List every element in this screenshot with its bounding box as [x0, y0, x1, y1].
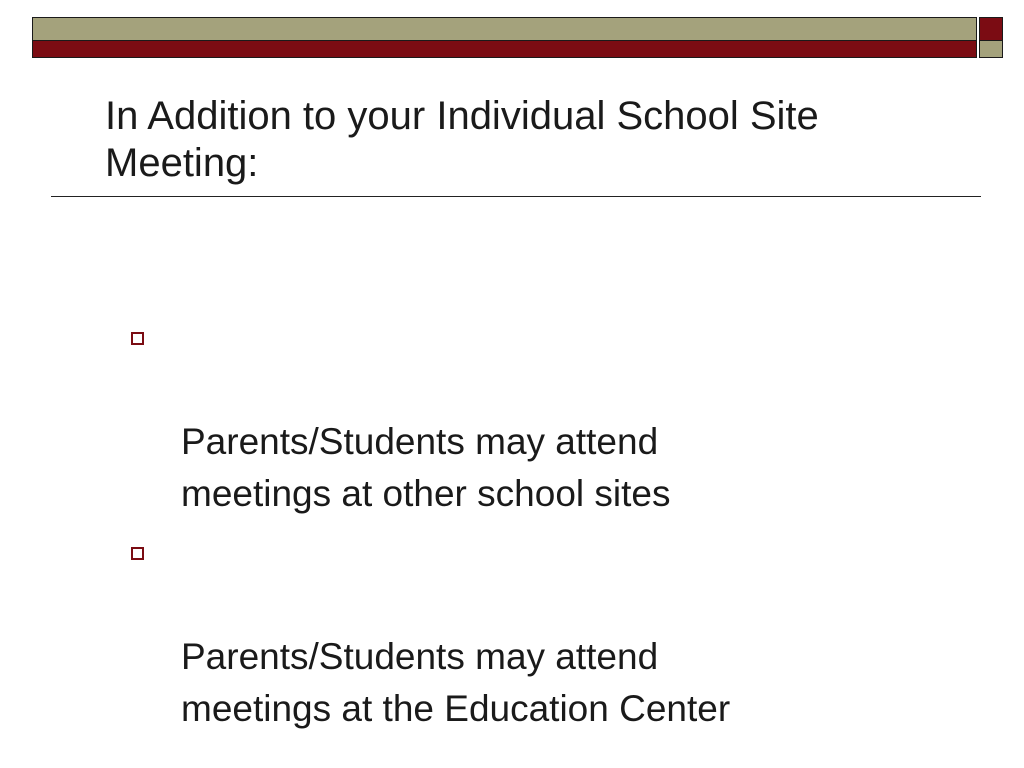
bullet-item [128, 527, 948, 735]
bullet-item [128, 312, 948, 520]
header-band-maroon [32, 41, 977, 58]
bullet-list [128, 312, 948, 742]
hollow-square-bullet-icon [131, 547, 144, 560]
bullet-text: Parents/Students may attend meetings at other school sites [181, 421, 671, 514]
header-corner-square-maroon [979, 17, 1003, 41]
title-divider [51, 196, 981, 197]
bullet-text: Parents/Students may attend meetings at the Education Center [181, 636, 731, 729]
slide-title: In Addition to your Individual School Site Meeting: [105, 94, 819, 185]
header-corner-square-olive [979, 41, 1003, 58]
header-band-olive [32, 17, 977, 41]
hollow-square-bullet-icon [131, 332, 144, 345]
